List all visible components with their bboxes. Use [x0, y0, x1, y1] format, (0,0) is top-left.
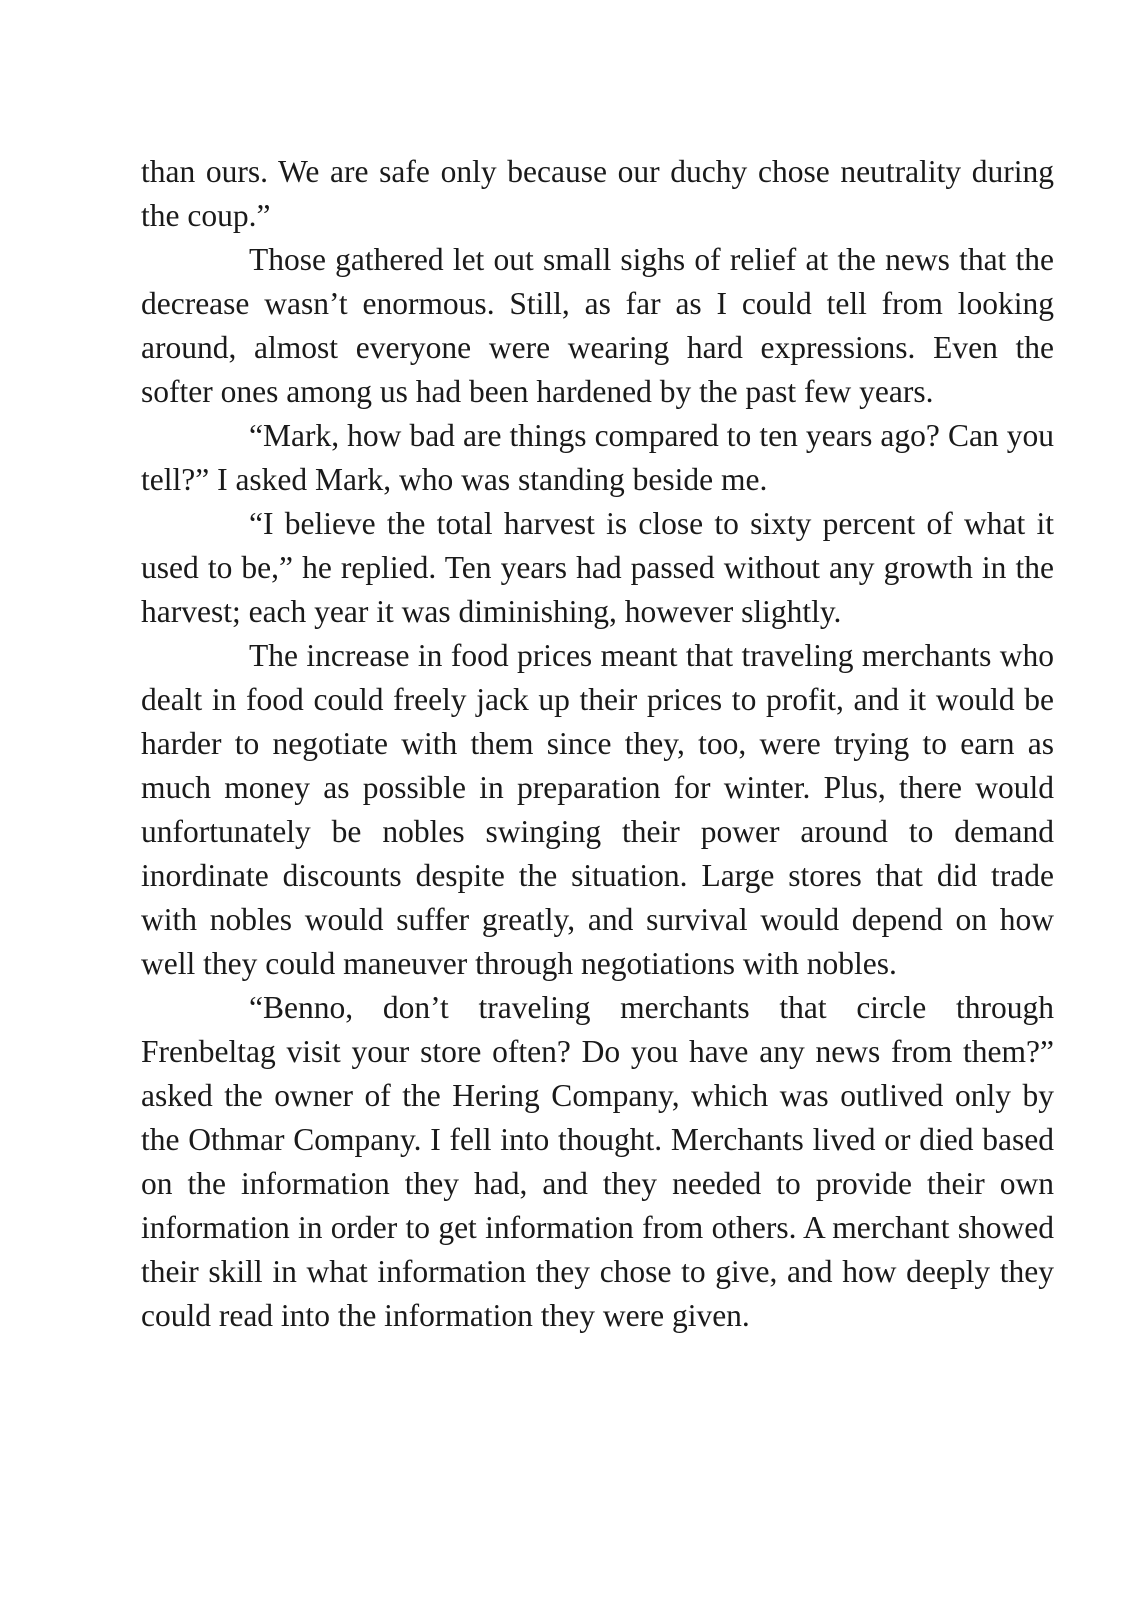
paragraph: “Benno, don’t traveling merchants that circle through Frenbeltag visit your store often? Do you have any news from them?” asked the owner of the Hering Company, which was outlived only by the Othmar Company. I fell into thought. Merchants lived or died based on the information they had, and they needed to provide their own information in order to get information from others. A merchant showed their skill in what information they chose to give, and how deeply they could read into the information they were given.	[141, 990, 1054, 1333]
page-text	[141, 150, 1054, 1338]
paragraph: than ours. We are safe only because our duchy chose neutrality during the coup.”	[141, 154, 1054, 233]
paragraph: “Mark, how bad are things compared to ten years ago? Can you tell?” I asked Mark, who was standing beside me.	[141, 418, 1054, 497]
paragraph: The increase in food prices meant that traveling merchants who dealt in food could freely jack up their prices to profit, and it would be harder to negotiate with them since they, too, were trying to earn as much money as possible in preparation for winter. Plus, there would unfortunately be nobles swinging their power around to demand inordinate discounts despite the situation. Large stores that did trade with nobles would suffer greatly, and survival would depend on how well they could maneuver through negotiations with nobles.	[141, 638, 1054, 981]
paragraph: “I believe the total harvest is close to sixty percent of what it used to be,” he replied. Ten years had passed without any growth in the harvest; each year it was diminishing, however slightly.	[141, 506, 1054, 629]
paragraph: Those gathered let out small sighs of relief at the news that the decrease wasn’t enormous. Still, as far as I could tell from looking around, almost everyone were wearing hard expressions. Even the softer ones among us had been hardened by the past few years.	[141, 242, 1054, 409]
